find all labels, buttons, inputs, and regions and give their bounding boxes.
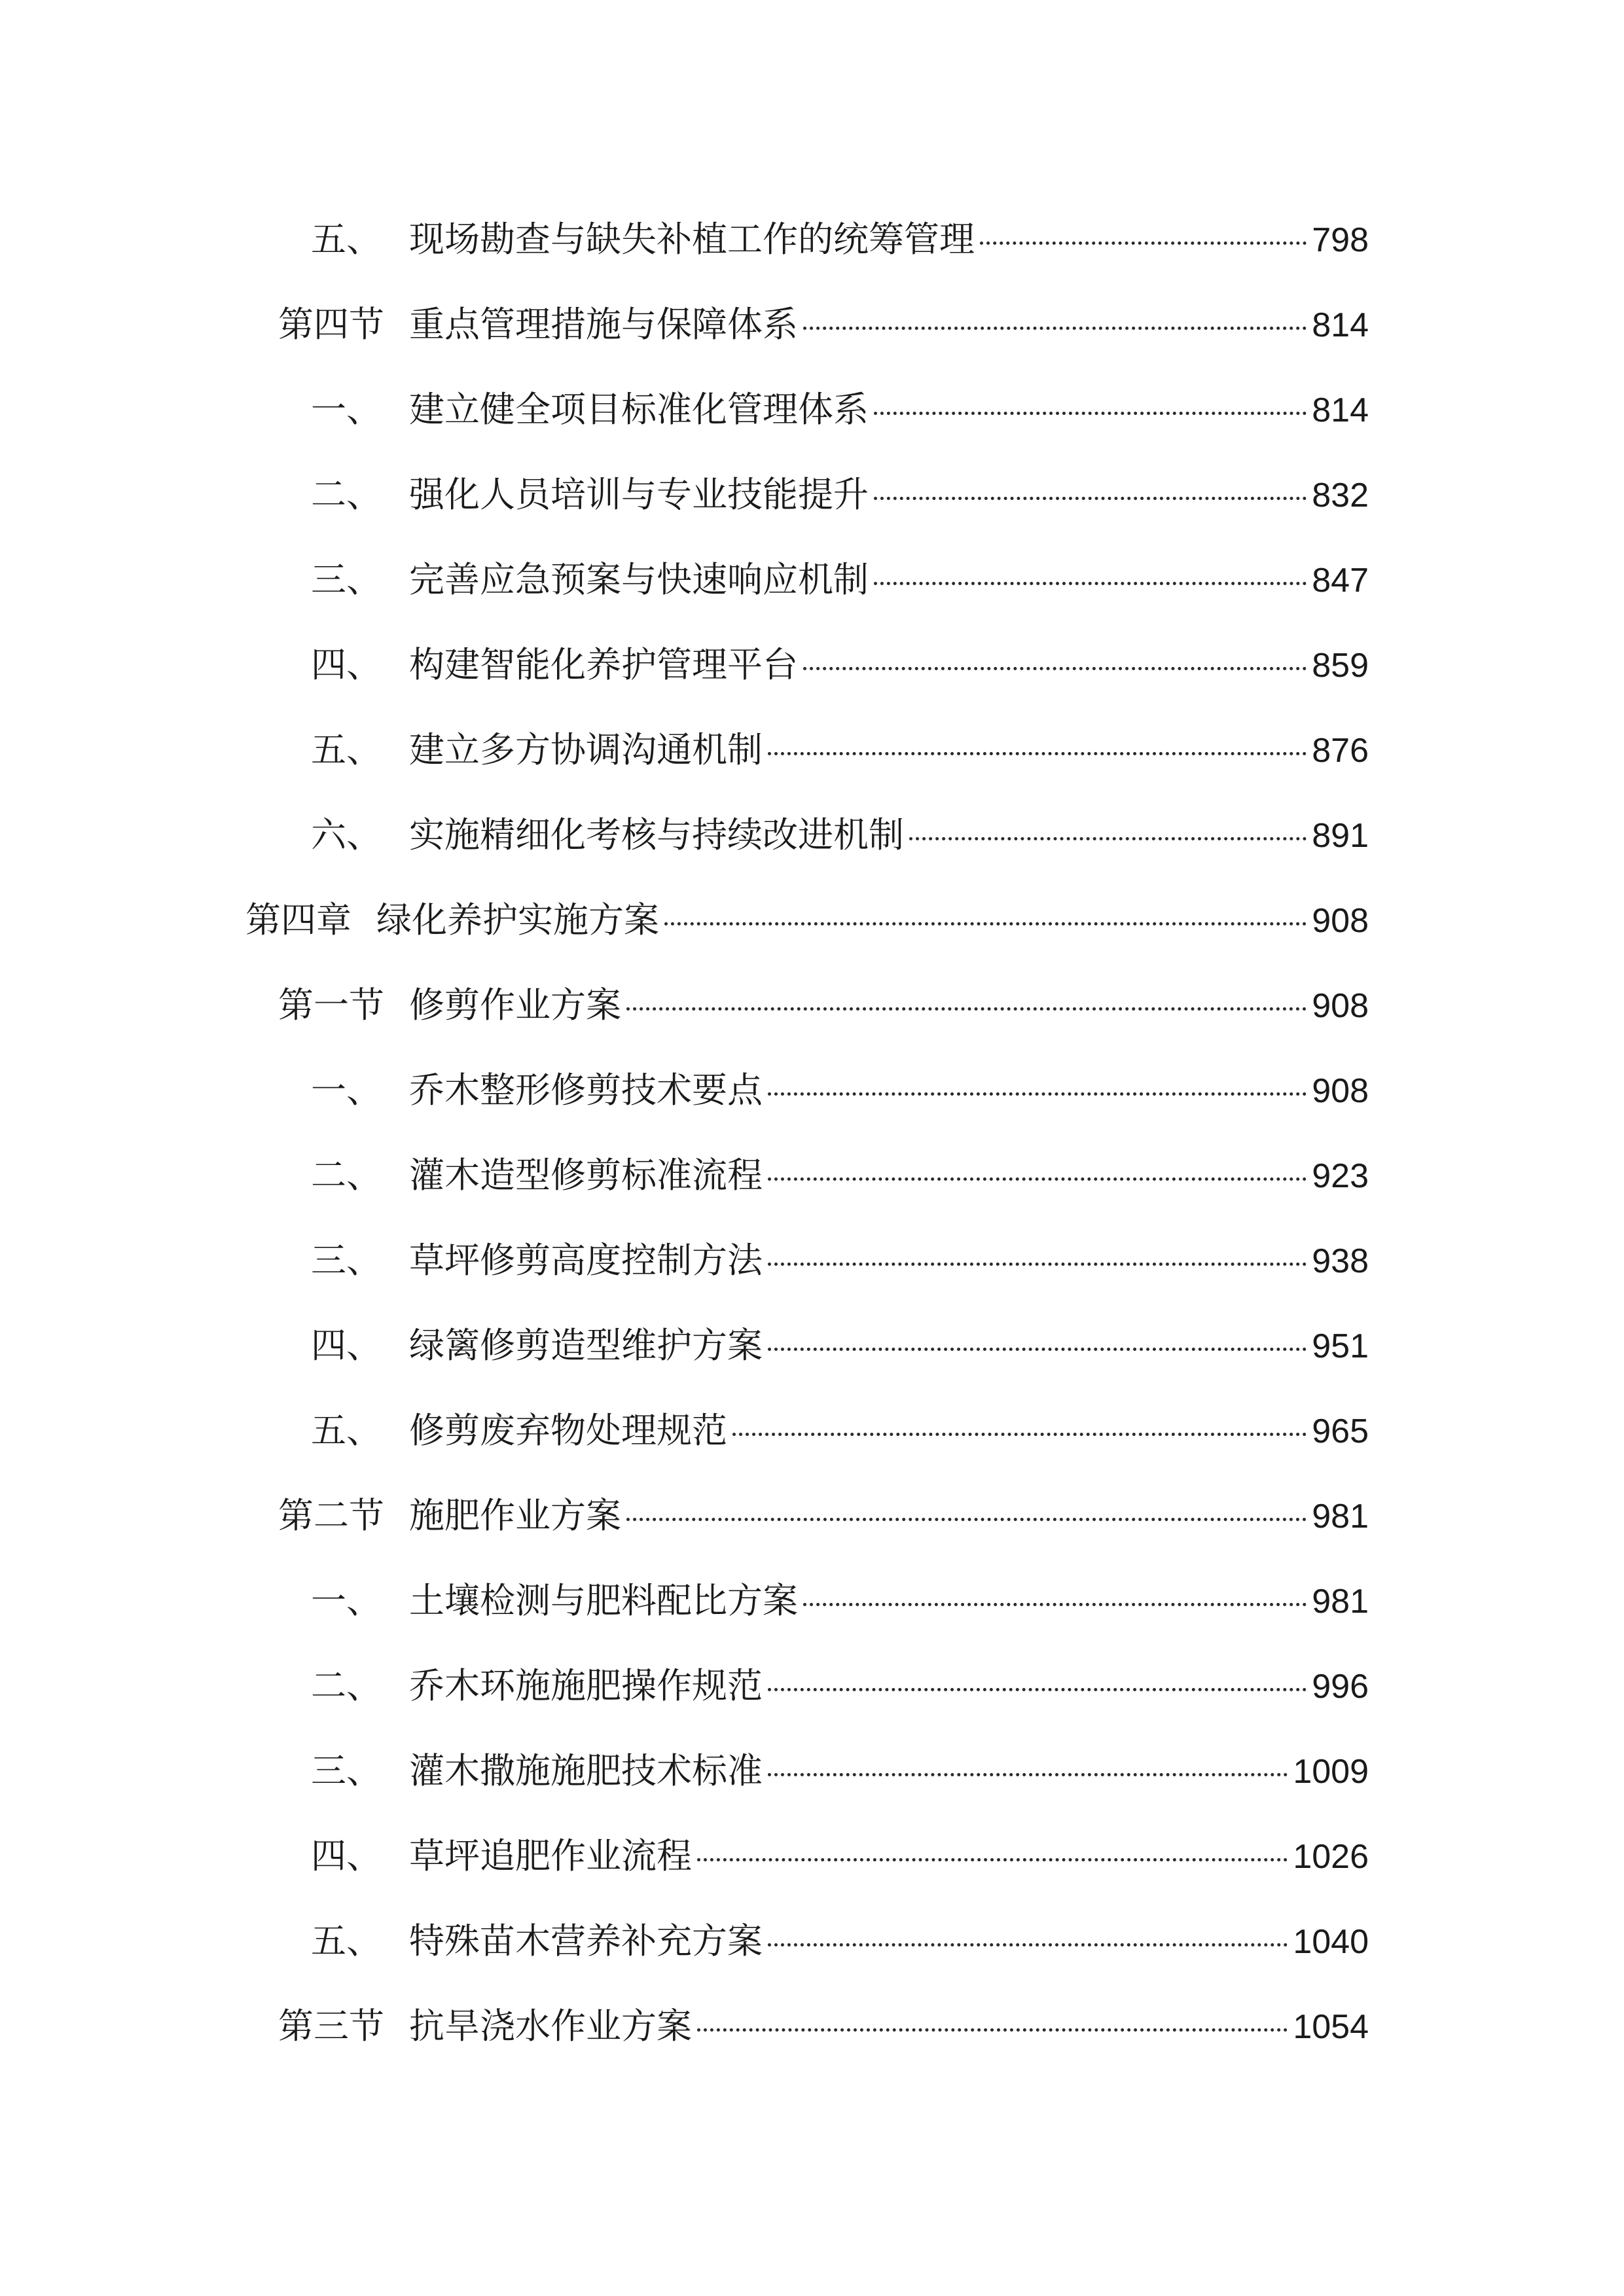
toc-entry-number: 五、 xyxy=(311,1920,382,1962)
toc-entry[interactable] xyxy=(311,1659,1369,1712)
dot-leader xyxy=(768,1738,1288,1776)
toc-entry-number: 二、 xyxy=(311,1665,382,1706)
toc-entry-page: 814 xyxy=(1312,306,1369,344)
toc-entry-number: 五、 xyxy=(311,1410,382,1451)
dot-leader xyxy=(768,1057,1307,1096)
toc-entry-page: 996 xyxy=(1312,1668,1369,1706)
toc-entry-number: 第四章 xyxy=(245,899,352,941)
toc-entry-page: 908 xyxy=(1312,1072,1369,1110)
toc-entry-number: 一、 xyxy=(311,389,382,430)
toc-entry-title: 实施精细化考核与持续改进机制 xyxy=(409,814,904,855)
toc-entry-page: 1040 xyxy=(1293,1923,1369,1961)
toc-entry[interactable] xyxy=(311,1914,1369,1967)
toc-entry-title: 特殊苗木营养补充方案 xyxy=(409,1920,763,1962)
toc-entry-page: 1054 xyxy=(1293,2008,1369,2046)
toc-entry-page: 1009 xyxy=(1293,1753,1369,1791)
dot-leader xyxy=(803,632,1307,670)
toc-entry[interactable] xyxy=(311,1744,1369,1797)
toc-entry-title: 构建智能化养护管理平台 xyxy=(409,644,798,685)
dot-leader xyxy=(732,1397,1307,1436)
toc-entry-title: 绿篱修剪造型维护方案 xyxy=(409,1325,763,1366)
toc-entry-number: 一、 xyxy=(311,1580,382,1621)
dot-leader xyxy=(909,802,1307,840)
toc-entry-page: 908 xyxy=(1312,902,1369,940)
dot-leader xyxy=(980,206,1307,245)
toc-entry-page: 891 xyxy=(1312,817,1369,855)
toc-entry-page: 798 xyxy=(1312,221,1369,259)
toc-entry-page: 965 xyxy=(1312,1412,1369,1450)
dot-leader xyxy=(874,461,1307,500)
toc-entry-number: 三、 xyxy=(311,1750,382,1791)
toc-entry-number: 第四节 xyxy=(278,304,384,345)
toc-entry[interactable] xyxy=(311,638,1369,691)
toc-entry-page: 859 xyxy=(1312,647,1369,685)
toc-entry-number: 第二节 xyxy=(278,1495,384,1536)
toc-entry-title: 重点管理措施与保障体系 xyxy=(409,304,798,345)
toc-entry-title: 乔木整形修剪技术要点 xyxy=(409,1069,763,1111)
toc-entry-page: 908 xyxy=(1312,987,1369,1025)
toc-entry-number: 第一节 xyxy=(278,984,384,1026)
toc-entry-page: 938 xyxy=(1312,1242,1369,1280)
toc-entry-title: 完善应急预案与快速响应机制 xyxy=(409,559,869,600)
toc-entry-number: 四、 xyxy=(311,644,382,685)
toc-entry-number: 二、 xyxy=(311,1155,382,1196)
dot-leader xyxy=(697,1823,1288,1861)
toc-entry-title: 建立多方协调沟通机制 xyxy=(409,729,763,770)
toc-entry-title: 乔木环施施肥操作规范 xyxy=(409,1665,763,1706)
toc-entry-page: 876 xyxy=(1312,732,1369,770)
dot-leader xyxy=(768,1908,1288,1946)
dot-leader xyxy=(768,717,1307,755)
toc-entry-page: 981 xyxy=(1312,1498,1369,1535)
toc-entry[interactable] xyxy=(311,383,1369,435)
toc-entry-number: 五、 xyxy=(311,729,382,770)
dot-leader xyxy=(626,972,1307,1011)
toc-entry[interactable] xyxy=(311,1064,1369,1116)
dot-leader xyxy=(874,547,1307,585)
dot-leader xyxy=(874,376,1307,415)
toc-entry-title: 施肥作业方案 xyxy=(409,1495,621,1536)
toc-entry-title: 修剪作业方案 xyxy=(409,984,621,1026)
toc-entry-number: 三、 xyxy=(311,1240,382,1281)
dot-leader xyxy=(768,1142,1307,1181)
toc-entry-page: 923 xyxy=(1312,1157,1369,1195)
toc-entry-title: 现场勘查与缺失补植工作的统筹管理 xyxy=(409,219,975,260)
toc-entry-title: 土壤检测与肥料配比方案 xyxy=(409,1580,798,1621)
dot-leader xyxy=(697,1993,1288,2032)
toc-entry-title: 草坪修剪高度控制方法 xyxy=(409,1240,763,1281)
toc-entry-page: 847 xyxy=(1312,562,1369,600)
toc-entry-page: 951 xyxy=(1312,1327,1369,1365)
toc-entry-page: 981 xyxy=(1312,1583,1369,1621)
toc-entry[interactable] xyxy=(311,1319,1369,1371)
toc-entry[interactable] xyxy=(311,1829,1369,1882)
toc-entry[interactable] xyxy=(311,213,1369,265)
toc-entry-number: 三、 xyxy=(311,559,382,600)
toc-entry-page: 1026 xyxy=(1293,1838,1369,1876)
toc-entry[interactable] xyxy=(311,1149,1369,1201)
toc-entry-title: 修剪废弃物处理规范 xyxy=(409,1410,727,1451)
toc-entry-page: 814 xyxy=(1312,391,1369,429)
toc-entry-number: 一、 xyxy=(311,1069,382,1111)
toc-entry[interactable] xyxy=(311,808,1369,861)
dot-leader xyxy=(803,291,1307,330)
toc-entry-number: 四、 xyxy=(311,1835,382,1876)
toc-entry[interactable] xyxy=(311,553,1369,605)
toc-entry-title: 抗旱浇水作业方案 xyxy=(409,2005,692,2047)
toc-entry[interactable] xyxy=(278,2000,1369,2052)
toc-entry[interactable] xyxy=(311,1574,1369,1626)
toc-entry[interactable] xyxy=(311,468,1369,520)
toc-entry-number: 六、 xyxy=(311,814,382,855)
dot-leader xyxy=(803,1568,1307,1606)
dot-leader xyxy=(768,1653,1307,1691)
toc-entry-title: 灌木撒施施肥技术标准 xyxy=(409,1750,763,1791)
toc-entry-title: 绿化养护实施方案 xyxy=(376,899,659,941)
toc-entry[interactable] xyxy=(311,1234,1369,1286)
dot-leader xyxy=(664,887,1307,925)
dot-leader xyxy=(626,1482,1307,1521)
toc-entry[interactable] xyxy=(245,893,1369,946)
toc-entry-number: 五、 xyxy=(311,219,382,260)
toc-entry-number: 二、 xyxy=(311,474,382,515)
toc-entry[interactable] xyxy=(278,978,1369,1031)
toc-entry-title: 灌木造型修剪标准流程 xyxy=(409,1155,763,1196)
toc-entry[interactable] xyxy=(311,1404,1369,1456)
toc-entry-title: 建立健全项目标准化管理体系 xyxy=(409,389,869,430)
toc-entry[interactable] xyxy=(278,1489,1369,1541)
toc-entry[interactable] xyxy=(311,723,1369,776)
toc-entry[interactable] xyxy=(278,298,1369,350)
toc-entry-title: 草坪追肥作业流程 xyxy=(409,1835,692,1876)
dot-leader xyxy=(768,1312,1307,1351)
dot-leader xyxy=(768,1227,1307,1266)
toc-entry-number: 四、 xyxy=(311,1325,382,1366)
toc-entry-title: 强化人员培训与专业技能提升 xyxy=(409,474,869,515)
toc-entry-number: 第三节 xyxy=(278,2005,384,2047)
toc-entry-page: 832 xyxy=(1312,476,1369,514)
